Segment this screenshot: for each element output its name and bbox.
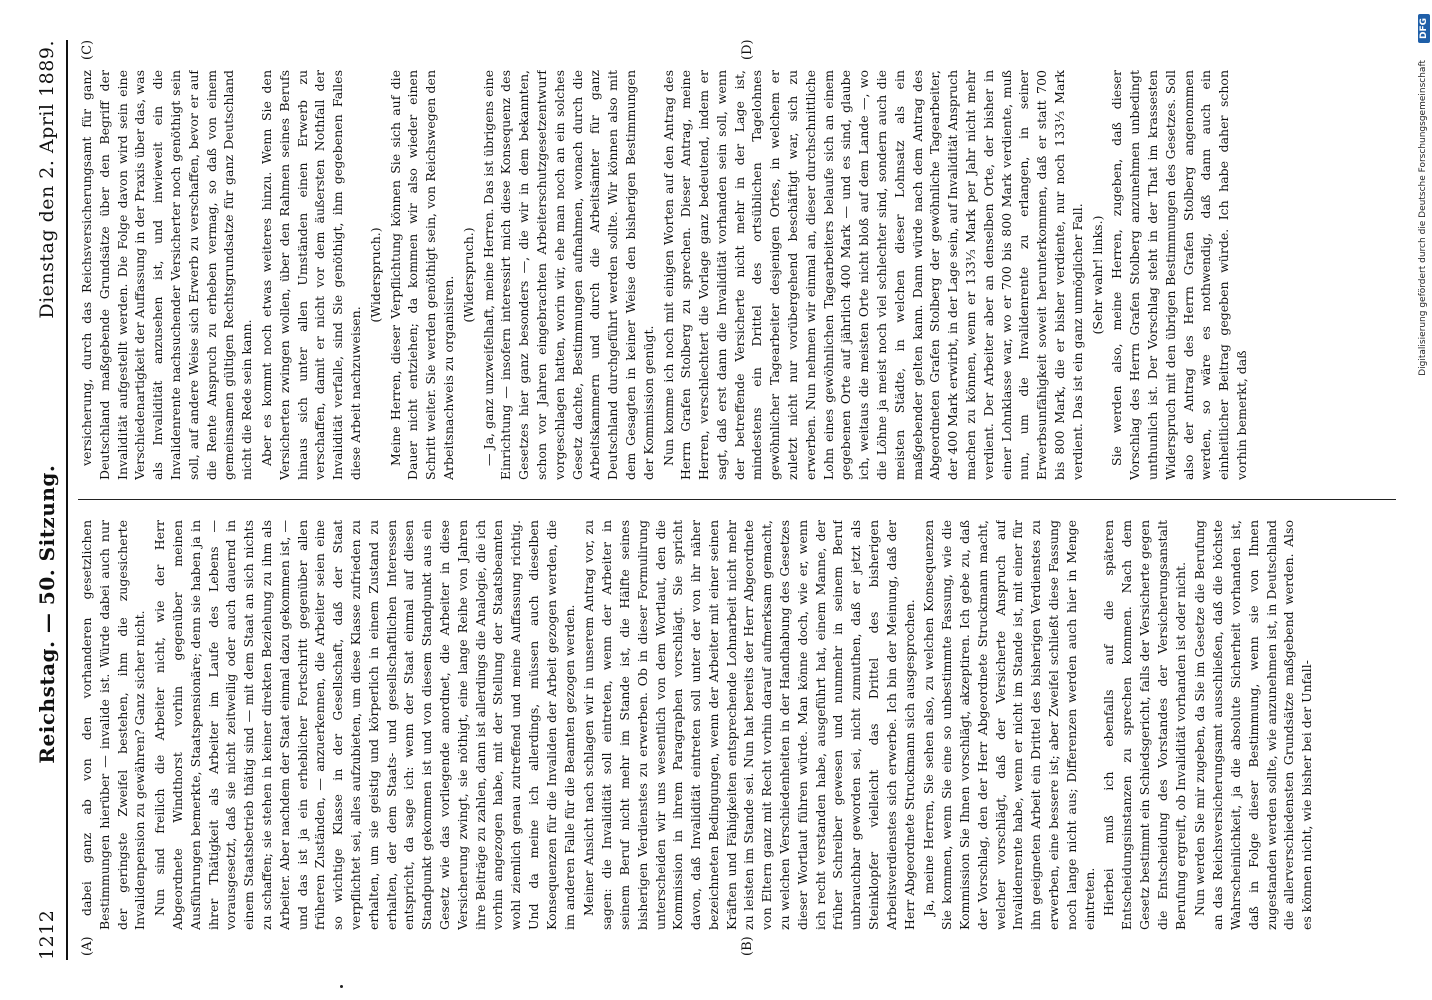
margin-marker-d: (D) xyxy=(740,39,755,60)
dfg-logo: DFG xyxy=(1418,14,1430,43)
right-column xyxy=(78,70,1396,480)
page-header xyxy=(30,40,64,960)
session-date: Dienstag den 2. April 1889. xyxy=(36,40,58,319)
margin-marker-a: (A) xyxy=(80,936,95,956)
paragraph: Nun komme ich noch mit einigen Worten auf den Antrag des Herrn Grafen Stolberg zu sprechen. Dieser Antrag, meine Herren, verschlechtert die Vorlage ganz bedeutend, indem er sagt, daß erst dann die Invalidität vorhanden sein soll, wenn der betreffende Versicherte nicht mehr in der Lage ist, mindestens ein Drittel des ortsüblichen Tagelohnes gewöhnlicher Tagearbeiter desjenigen Ortes, in welchem er zuletzt nicht nur vorübergehend beschäftigt war, sich zu erwerben. Nun nehmen wir einmal an, dieser durchschnittliche Lohn eines gewöhnlichen Tagearbeiters belaufe sich an einem gegebenen Orte auf jährlich 400 Mark — und es sind, glaube ich, weitaus die meisten Orte nicht bloß auf dem Lande —, wo die Löhne ja meist noch viel schlechter sind, sondern auch die meisten Städte, in welchen dieser Lohnsatz als ein maßgebender gelten kann. Dann würde nach dem Antrag des Abgeordneten Grafen Stolberg der gewöhnliche Tagearbeiter, der 400 Mark erwirbt, in der Lage sein, auf Invalidität Anspruch machen zu können, wenn er 133⅓ Mark per Jahr nicht mehr verdient. Der Arbeiter aber an denselben Orte, der bisher in einer Lohnklasse war, wo er 700 bis 800 Mark verdiente, muß nun, um die Invalidenrente zu erlangen, in seiner Erwerbsunfähigkeit soweit herunterkommen, daß er statt 700 bis 800 Mark, die er bisher verdiente, nur noch 133⅓ Mark verdient. Das ist ein ganz unmöglicher Fall. xyxy=(660,70,1085,480)
paragraph: Meine Herren, dieser Verpflichtung können Sie sich auf die Dauer nicht entziehen; da kommen wir also wieder einen Schritt weiter. Sie werden genöthigt sein, von Reichswegen den Arbeitsnachweis zu organisiren. xyxy=(387,70,456,480)
digitization-credit: Digitalisierung gefördert durch die Deutsche Forschungsgemeinschaft xyxy=(1418,60,1428,376)
margin-marker-b: (B) xyxy=(740,936,755,956)
left-column xyxy=(78,520,1396,930)
page-number: 1212 xyxy=(36,909,58,960)
interjection: (Widerspruch.) xyxy=(367,227,383,323)
paragraph: Nun sind freilich die Arbeiter nicht, wie der Herr Abgeordnete Windthorst vorhin gegenüber meinen Ausführungen bemerkte, Staatspensionäre; denn sie haben ja in ihrer Thätigkeit als Arbeiter im Laufe des Lebens — vorausgesetzt, daß sie nicht zeitweilig oder auch dauernd in einem Staatsbetrieb thätig sind — mit dem Staat an sich nichts zu schaffen; sie stehen in keiner direkten Beziehung zu ihm als Arbeiter. Aber nachdem der Staat einmal dazu gekommen ist, — und das ist ja ein erheblicher Fortschritt gegenüber allen früheren Zuständen, — anzuerkennen, die Arbeiter seien eine so wichtige Klasse in der Gesellschaft, daß der Staat verpflichtet sei, alles aufzubieten, um diese Klasse zufrieden zu erhalten, um sie geistig und körperlich in einem Zustand zu erhalten, der dem Staats- und gesellschaftlichen Interessen entspricht, da sage ich: wenn der Staat einmal auf diesen Standpunkt gekommen ist und von diesem Standpunkt aus ein Gesetz wie das vorliegende anordnet, die Arbeiter in diese Versicherung zwingt, sie nöthigt, eine lange Reihe von Jahren ihre Beiträge zu zahlen, dann ist allerdings die Analogie, die ich vorhin angezogen habe, mit der Stellung der Staatsbeamten wohl ziemlich genau zutreffend und meine Auffassung richtig. Und da meine ich allerdings, müssen auch dieselben Konsequenzen für die Invaliden der Arbeit gezogen werden, die im anderen Falle für die Beamten gezogen werden. xyxy=(152,520,577,930)
paragraph: Ja, meine Herren, Sie sehen also, zu welchen Konsequenzen Sie kommen, wenn Sie eine so unbestimmte Fassung, wie die Kommission Sie Ihnen vorschlägt, akzeptiren. Ich gebe zu, daß der Vorschlag, den der Herr Abgeordnete Struckmann macht, welcher vorschlägt, daß der Versicherte Anspruch auf Invalidenrente habe, wenn er nicht im Stande ist, mit einer für ihn geeigneten Arbeit ein Drittel des bisherigen Verdienstes zu erwerben, eine bessere ist; aber Zweifel schließt diese Fassung noch lange nicht aus; Differenzen werden auch hier in Menge eintreten. xyxy=(921,520,1097,930)
interjection: (Sehr wahr! links.) xyxy=(1089,215,1105,335)
paragraph: Sie werden also, meine Herren, zugeben, daß dieser Vorschlag des Herrn Grafen Stolberg anzunehmen unbedingt unthunlich ist. Der Vorschlag steht in der That im krassesten Widerspruch mit den übrigen Bestimmungen des Gesetzes. Soll also der Antrag des Herrn Grafen Stolberg angenommen werden, so wäre es nothwendig, daß dann auch ein einheitlicher Beitrag gegeben würde. Ich habe daher schon vorhin bemerkt, daß xyxy=(1109,70,1249,480)
paragraph: dabei ganz ab von den vorhanderen gesetzlichen Bestimmungen hierüber — invalide ist. Würde dabei auch nur der geringste Zweifel bestehen, ihm die zugesicherte Invalidenpension zu gewähren? Ganz sicher nicht. xyxy=(79,520,148,930)
margin-marker-c: (C) xyxy=(80,39,95,60)
paragraph: Hierbei muß ich ebenfalls auf die späteren Entscheidungsinstanzen zu sprechen kommen. Nach dem Gesetz bestimmt ein Schiedsgericht, falls der Versicherte gegen die Entscheidung des Vorstandes der Versicherungsanstalt Berufung ergreift, ob Invalidität vorhanden ist oder nicht. xyxy=(1101,520,1188,930)
scan-speck xyxy=(340,985,343,988)
interjection: (Widerspruch.) xyxy=(460,227,476,323)
paragraph: Aber es kommt noch etwas weiteres hinzu. Wenn Sie den Versicherten zwingen wollen, über den Rahmen seines Berufs hinaus sich unter allen Umständen einen Erwerb zu verschaffen, damit er nicht vor dem äußersten Nothfall der Invalidität verfalle, sind Sie genöthigt, ihm gegebenen Falles diese Arbeit nachzuweisen. xyxy=(258,70,363,480)
session-title: Reichstag. — 50. Sitzung. xyxy=(35,464,59,764)
paragraph: versicherung, durch das Reichsversicherungsamt für ganz Deutschland maßgebende Grundsätze über den Begriff der Invalidität aufgestellt werden. Die Folge davon wird sein eine Verschiedenartigkeit der Auffassung in der Praxis über das, was als Invalidität anzusehen ist, und inwieweit ein die Invalidenrente nachsuchender Versicherter noch genöthigt sein soll, auf andere Weise sich Erwerb zu verschaffen, bevor er auf die Rente Anspruch zu erheben vermag, so daß von einem gemeinsamen gültigen Rechtsgrundsatze für ganz Deutschland nicht die Rede sein kann. xyxy=(79,70,255,480)
paragraph: Meiner Ansicht nach schlagen wir in unserem Antrag vor, zu sagen: die Invalidität soll eintreten, wenn der Arbeiter in seinem Beruf nicht mehr im Stande ist, die Hälfte seines bisherigen Verdienstes zu erwerben. Ob in dieser Formulirung unterscheiden wir uns wesentlich von dem Wortlaut, den die Kommission in ihrem Paragraphen vorschlägt. Sie spricht davon, daß Invalidität eintreten soll unter der von ihr näher bezeichneten Bedingungen, wenn der Arbeiter mit einer seinen Kräften und Fähigkeiten entsprechende Lohnarbeit nicht mehr zu leisten im Stande sei. Nun hat bereits der Herr Abgeordnete von Eltern ganz mit Recht vorhin darauf aufmerksam gemacht, zu welchen Verschiedenheiten in der Handhabung des Gesetzes dieser Wortlaut führen würde. Man könne doch, wie er, wenn ich recht verstanden habe, ausgeführt hat, einem Manne, der früher Schreiber gewesen und nunmehr in seinem Beruf unbrauchbar geworden sei, nicht zumuthen, daß er jetzt als Steinklopfer vielleicht das Drittel des bisherigen Arbeitsverdienstes sich erwerbe. Ich bin der Meinung, daß der Herr Abgeordnete Struckmann sich ausgesprochen. xyxy=(581,520,917,930)
paragraph: — Ja, ganz unzweifelhaft, meine Herren. Das ist übrigens eine Einrichtung — insofern interessirt mich diese Konsequenz des Gesetzes hier ganz besonders —, die wir in dem bekannten, schon vor Jahren eingebrachten Arbeiterschutzgesetzentwurf vorgeschlagen hatten, worin wir, ehe man noch an ein solches Gesetz dachte, Bestimmungen aufnahmen, wonach durch die Arbeitskammern und durch die Arbeitsämter für ganz Deutschland durchgeführt werden sollte. Wir können also mit dem Gesagten in keiner Weise den bisherigen Bestimmungen der Kommission genügt. xyxy=(480,70,656,480)
header-rule xyxy=(66,40,68,960)
column-divider xyxy=(78,499,1396,500)
paragraph: Nun werden Sie mir zugeben, da Sie im Gesetze die Berufung an das Reichsversicherungsamt ausschließen, daß die höchste Wahrscheinlichkeit, ja die absolute Sicherheit vorhanden ist, daß in Folge dieser Bestimmung, wenn sie von Ihnen zugestanden werden sollte, wie anzunehmen ist, in Deutschland die allerverschiedensten Grundsätze maßgebend werden. Also es können nicht, wie bisher bei der Unfall- xyxy=(1192,520,1315,930)
